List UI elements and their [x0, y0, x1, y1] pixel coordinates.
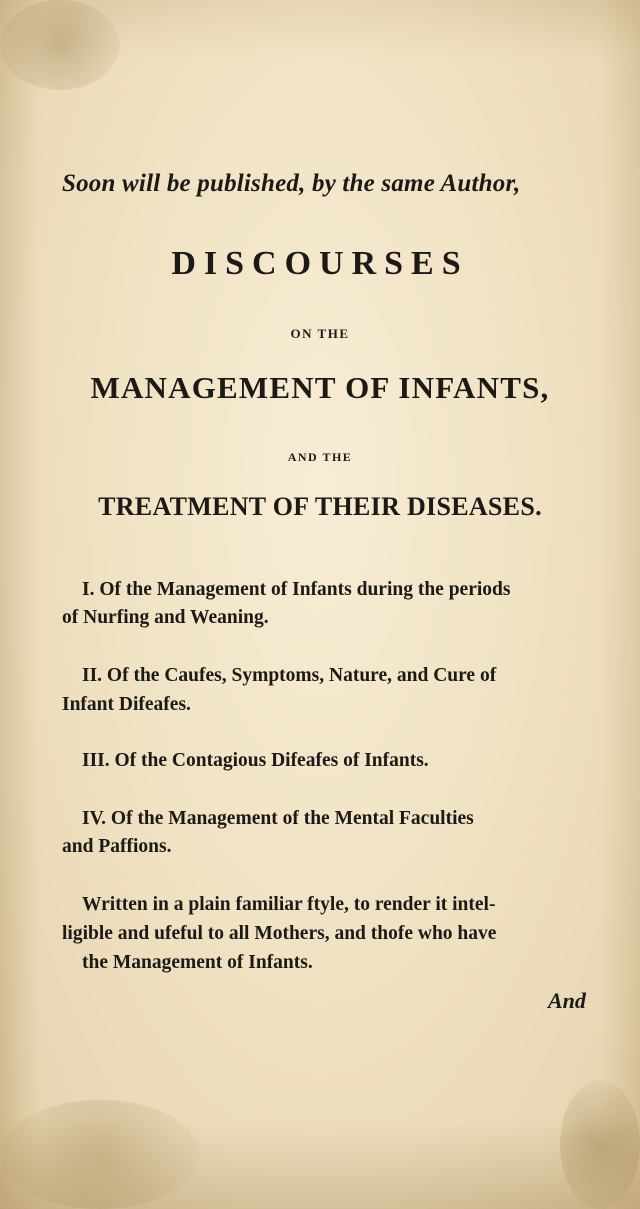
- title-and-the: AND THE: [287, 450, 353, 464]
- section-2-line-2: Infant Difeafes.: [62, 694, 191, 715]
- note-line-1: Written in a plain familiar ftyle, to render it intel-: [82, 894, 496, 915]
- note-line-2: ligible and ufeful to all Mothers, and thofe who have: [62, 923, 497, 944]
- section-3-line-1: III. Of the Contagious Difeafes of Infants.: [82, 750, 429, 771]
- paper-stain: [0, 1100, 200, 1209]
- title-on-the: ON THE: [290, 326, 350, 341]
- section-1-line-1: I. Of the Management of Infants during the periods: [82, 579, 511, 600]
- section-4-line-2: and Paffions.: [62, 836, 172, 857]
- paper-stain: [0, 0, 120, 90]
- section-2-line-1: II. Of the Caufes, Symptoms, Nature, and Cure of: [82, 665, 497, 686]
- title-treatment-of-diseases: TREATMENT OF THEIR DISEASES.: [98, 492, 542, 521]
- announcement-line: Soon will be published, by the same Author,: [62, 170, 521, 197]
- section-4-line-1: IV. Of the Management of the Mental Faculties: [82, 808, 474, 829]
- note-line-3: the Management of Infants.: [82, 952, 313, 973]
- catchword: And: [548, 988, 586, 1013]
- title-discourses: DISCOURSES: [171, 245, 469, 282]
- title-management-of-infants: MANAGEMENT OF INFANTS,: [90, 370, 550, 405]
- paper-stain: [560, 1080, 640, 1209]
- section-1-line-2: of Nurfing and Weaning.: [62, 607, 269, 628]
